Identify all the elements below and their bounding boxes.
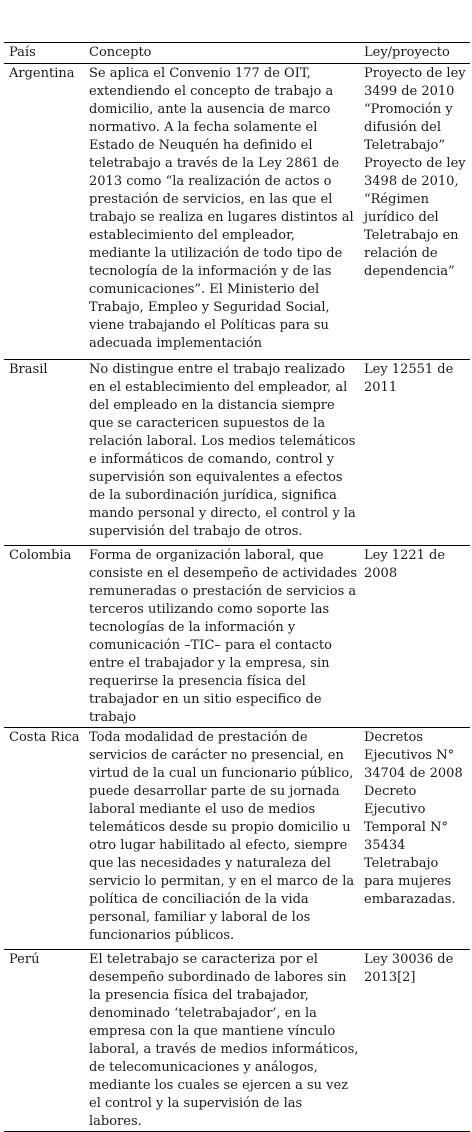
table-row-colombia [4, 546, 470, 728]
country-cell: Colombia [9, 548, 72, 563]
law-cell: Decretos Ejecutivos N° 34704 de 2008 Decreto Ejecutivo Temporal N° 35434 Teletrabajo para mujeres embarazadas. [364, 730, 463, 907]
telework-law-table [4, 42, 470, 1132]
country-cell: Brasil [9, 362, 48, 377]
law-cell: Ley 12551 de 2011 [364, 362, 454, 395]
header-concept: Concepto [89, 45, 152, 60]
country-cell: Costa Rica [9, 730, 80, 745]
table-header-row [4, 43, 470, 64]
concept-cell: No distingue entre el trabajo realizado en el establecimiento del empleador, al del empleado en la distancia siempre que se caractericen supuestos de la relación laboral. Los medios telemáticos e informáticos de comando, control y supervisión son equivalentes a efectos de la subordinación jurídica, significa mando personal y directo, el control y la supervisión del trabajo de otros. [89, 362, 356, 539]
header-law: Ley/proyecto [364, 45, 450, 60]
concept-cell: Se aplica el Convenio 177 de OIT, extendiendo el concepto de trabajo a domicilio, ante la ausencia de marco normativo. A la fecha solamente el Estado de Neuquén ha definido el teletrabajo a través de la Ley 2861 de 2013 como “la realización de actos o prestación de servicios, en las que el trabajo se realiza en lugares distintos al establecimiento del empleador, mediante la utilización de todo tipo de tecnología de la información y de las comunicaciones”. El Ministerio del Trabajo, Empleo y Seguridad Social, viene trabajando el Políticas para su adecuada implementación [89, 66, 354, 351]
table-row-costa-rica [4, 728, 470, 950]
table-row-argentina [4, 64, 470, 360]
law-cell: Proyecto de ley 3499 de 2010 “Promoción y difusión del Teletrabajo” Proyecto de ley 3498 de 2010, “Régimen jurídico del Teletrabajo en relación de dependencia” [364, 66, 466, 279]
law-cell: Ley 1221 de 2008 [364, 548, 446, 581]
country-cell: Argentina [9, 66, 75, 81]
concept-cell: Toda modalidad de prestación de servicios de carácter no presencial, en virtud de la cual un funcionario público, puede desarrollar parte de su jornada laboral mediante el uso de medios telemáticos desde su propio domicilio u otro lugar habilitado al efecto, siempre que las necesidades y naturaleza del servicio lo permitan, y en el marco de la política de conciliación de la vida personal, familiar y laboral de los funcionarios públicos. [89, 730, 355, 943]
concept-cell: El teletrabajo se caracteriza por el desempeño subordinado de labores sin la presencia física del trabajador, denominado ‘teletrabajador’, en la empresa con la que mantiene vínculo laboral, a través de medios informáticos, de telecomunicaciones y análogos, mediante los cuales se ejercen a su vez el control y la supervisión de las labores. [89, 952, 359, 1129]
table-row-peru [4, 950, 470, 1132]
country-cell: Perú [9, 952, 40, 967]
table-row-brasil [4, 360, 470, 546]
law-cell: Ley 30036 de 2013[2] [364, 952, 454, 985]
header-country: País [9, 45, 36, 60]
concept-cell: Forma de organización laboral, que consiste en el desempeño de actividades remuneradas o prestación de servicios a terceros utilizando como soporte las tecnologías de la información y comunicación –TIC– para el contacto entre el trabajador y la empresa, sin requerirse la presencia física del trabajador en un sitio especifico de trabajo [89, 548, 358, 725]
